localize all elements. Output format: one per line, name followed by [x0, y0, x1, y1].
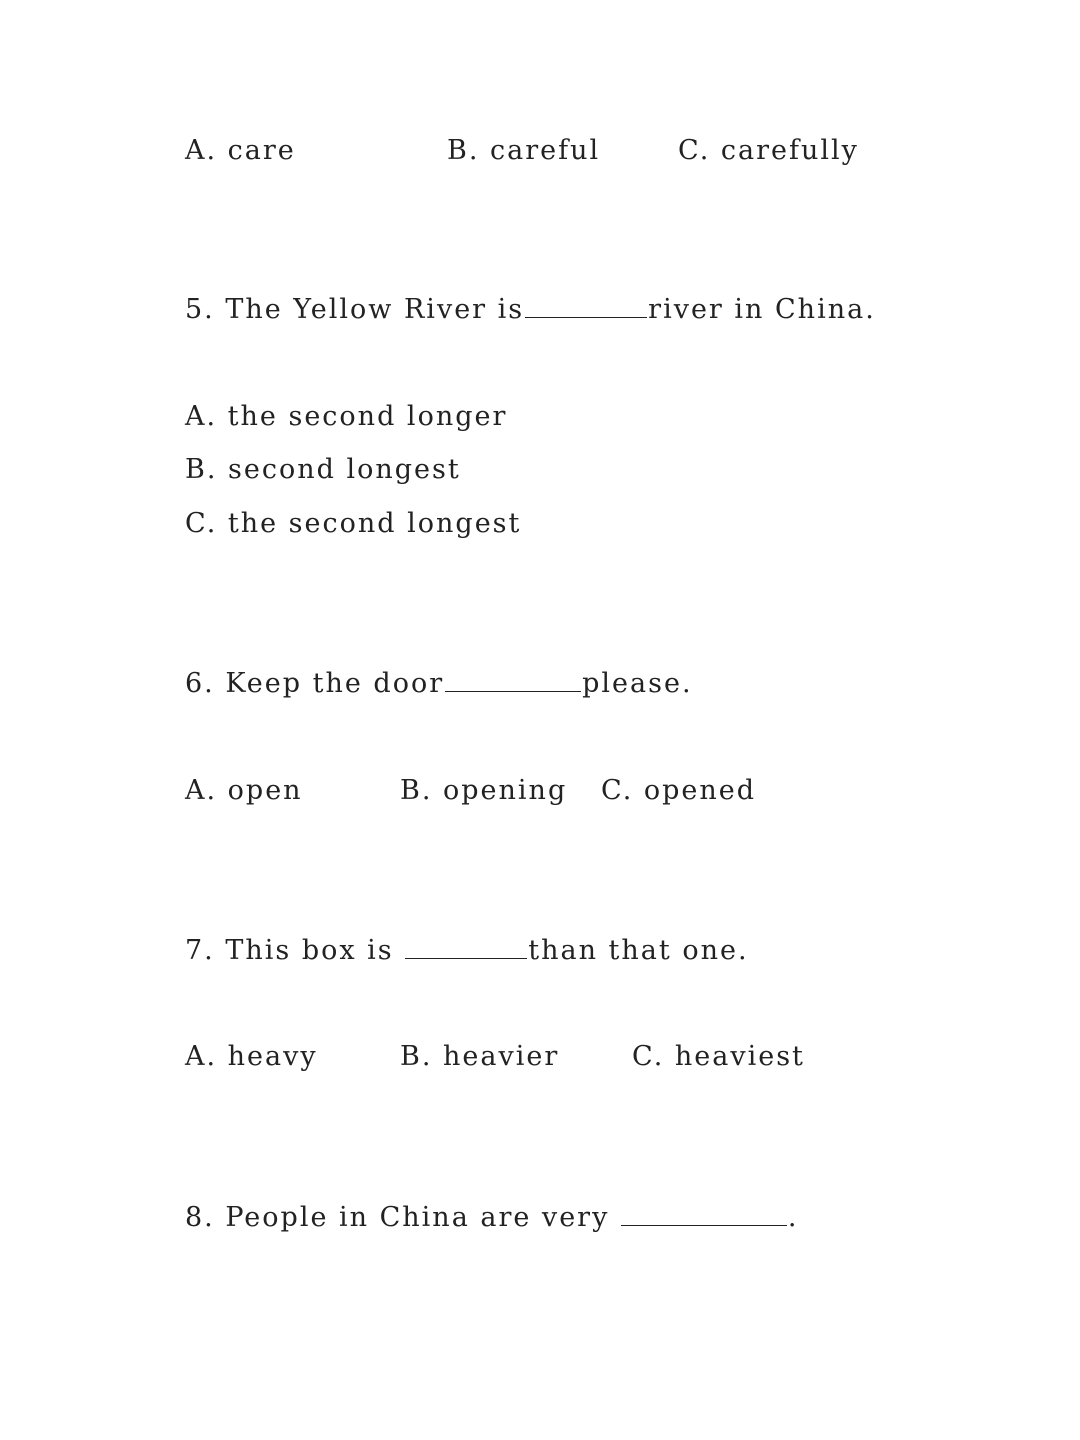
q8-answer-blank: [621, 1201, 787, 1226]
q8-stem-end: .: [787, 1202, 799, 1233]
q7-stem-start: 7. This box is: [185, 935, 405, 966]
q6-option-b: B. opening: [400, 775, 568, 806]
q4-option-c: C. carefully: [678, 135, 859, 166]
q4-option-b: B. careful: [447, 135, 601, 166]
q5-option-b: B. second longest: [185, 454, 461, 485]
q5-stem-end: river in China.: [648, 294, 876, 325]
q6-stem: [185, 667, 693, 701]
q6-option-c: C. opened: [601, 775, 757, 806]
q7-answer-blank: [405, 934, 527, 959]
q6-answer-blank: [445, 667, 581, 692]
q6-stem-end: please.: [582, 668, 693, 699]
q7-option-c: C. heaviest: [632, 1041, 805, 1072]
q8-stem-start: 8. People in China are very: [185, 1202, 620, 1233]
q6-option-a: A. open: [185, 775, 303, 806]
q5-option-a: A. the second longer: [185, 401, 508, 432]
q5-answer-blank: [525, 293, 647, 318]
q5-stem: [185, 293, 876, 327]
q8-stem: [185, 1201, 799, 1235]
q4-option-a: A. care: [185, 135, 296, 166]
q7-option-b: B. heavier: [400, 1041, 560, 1072]
q6-stem-start: 6. Keep the door: [185, 668, 445, 699]
q5-stem-start: 5. The Yellow River is: [185, 294, 525, 325]
q7-option-a: A. heavy: [185, 1041, 318, 1072]
q5-option-c: C. the second longest: [185, 508, 522, 539]
q7-stem-end: than that one.: [528, 935, 749, 966]
q7-stem: [185, 934, 749, 968]
